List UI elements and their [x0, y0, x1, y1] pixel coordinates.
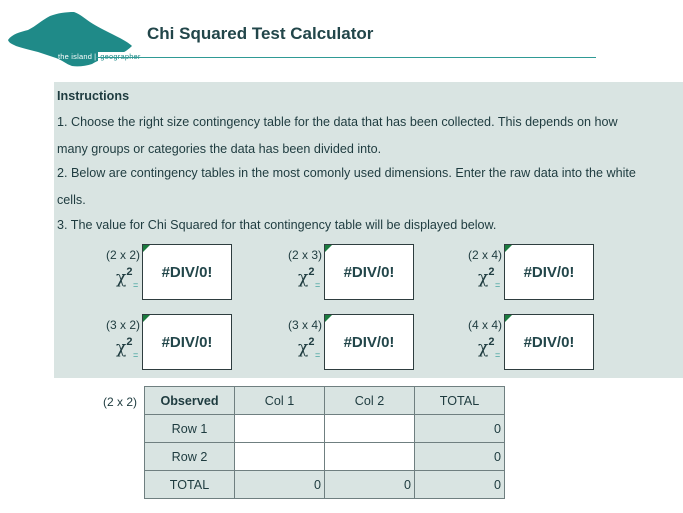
- chi-result-2x3: [282, 244, 420, 304]
- chi-value: #DIV/0!: [343, 263, 395, 281]
- row-total: 0: [415, 415, 505, 443]
- col-total-1: 0: [235, 471, 325, 499]
- chi-squared-symbol: $\chi^2$: [298, 266, 315, 288]
- chi-value-cell[interactable]: [504, 244, 594, 300]
- equals-sign: =: [315, 350, 321, 360]
- dimension-label: (3 x 4): [287, 318, 322, 332]
- dimension-label: (2 x 3): [287, 248, 322, 262]
- dimension-label: (4 x 4): [467, 318, 502, 332]
- instruction-2: 2. Below are contingency tables in the most comonly used dimensions. Enter the raw data into the white: [57, 166, 636, 180]
- row-label: TOTAL: [145, 471, 235, 499]
- chi-value: #DIV/0!: [343, 333, 395, 351]
- header-col-2: Col 2: [325, 387, 415, 415]
- chi-squared-symbol: $\chi^2$: [116, 266, 133, 288]
- header-total: TOTAL: [415, 387, 505, 415]
- row-label: Row 2: [145, 443, 235, 471]
- col-total-2: 0: [325, 471, 415, 499]
- chi-value-cell[interactable]: [504, 314, 594, 370]
- chi-value: #DIV/0!: [161, 263, 213, 281]
- page-title: Chi Squared Test Calculator: [147, 24, 374, 43]
- chi-result-3x4: [282, 314, 420, 374]
- equals-sign: =: [495, 350, 501, 360]
- chi-value: #DIV/0!: [523, 333, 575, 351]
- comment-indicator-icon: [143, 245, 150, 252]
- row-total: 0: [415, 443, 505, 471]
- chi-squared-symbol: $\chi^2$: [298, 336, 315, 358]
- comment-indicator-icon: [505, 315, 512, 322]
- equals-sign: =: [495, 280, 501, 290]
- logo-text-left: the island: [58, 52, 93, 61]
- comment-indicator-icon: [505, 245, 512, 252]
- table-row: [145, 443, 505, 471]
- comment-indicator-icon: [143, 315, 150, 322]
- grand-total: 0: [415, 471, 505, 499]
- chi-squared-symbol: $\chi^2$: [116, 336, 133, 358]
- chi-result-2x2: [100, 244, 238, 304]
- header-col-1: Col 1: [235, 387, 325, 415]
- chi-value-cell[interactable]: [142, 314, 232, 370]
- chi-squared-symbol: $\chi^2$: [478, 336, 495, 358]
- chi-result-3x2: [100, 314, 238, 374]
- dimension-label: (2 x 2): [105, 248, 140, 262]
- row-label: Row 1: [145, 415, 235, 443]
- chi-result-2x4: [462, 244, 600, 304]
- table-total-row: [145, 471, 505, 499]
- equals-sign: =: [133, 350, 139, 360]
- chi-squared-symbol: $\chi^2$: [478, 266, 495, 288]
- chi-value-cell[interactable]: [142, 244, 232, 300]
- chi-result-4x4: [462, 314, 600, 374]
- input-cell-r2c2[interactable]: [325, 443, 415, 471]
- instruction-1: 1. Choose the right size contingency table for the data that has been collected. This depends on how: [57, 115, 618, 129]
- chi-value: #DIV/0!: [523, 263, 575, 281]
- input-cell-r2c1[interactable]: [235, 443, 325, 471]
- chi-value-cell[interactable]: [324, 314, 414, 370]
- dimension-label: (3 x 2): [105, 318, 140, 332]
- instruction-2-cont: cells.: [57, 193, 86, 207]
- chi-value-cell[interactable]: [324, 244, 414, 300]
- chi-value: #DIV/0!: [161, 333, 213, 351]
- input-cell-r1c1[interactable]: [235, 415, 325, 443]
- instruction-1-cont: many groups or categories the data has been divided into.: [57, 142, 382, 156]
- equals-sign: =: [315, 280, 321, 290]
- header-observed: Observed: [145, 387, 235, 415]
- dimension-label: (2 x 4): [467, 248, 502, 262]
- contingency-table-2x2: [144, 386, 505, 499]
- equals-sign: =: [133, 280, 139, 290]
- table-row: [145, 415, 505, 443]
- table-dimension-label: (2 x 2): [103, 395, 138, 409]
- comment-indicator-icon: [325, 315, 332, 322]
- island-geographer-logo: [6, 10, 134, 68]
- instructions-heading: Instructions: [57, 89, 130, 103]
- instruction-3: 3. The value for Chi Squared for that contingency table will be displayed below.: [57, 218, 497, 232]
- comment-indicator-icon: [325, 245, 332, 252]
- title-divider: [96, 57, 596, 58]
- input-cell-r1c2[interactable]: [325, 415, 415, 443]
- table-header-row: [145, 387, 505, 415]
